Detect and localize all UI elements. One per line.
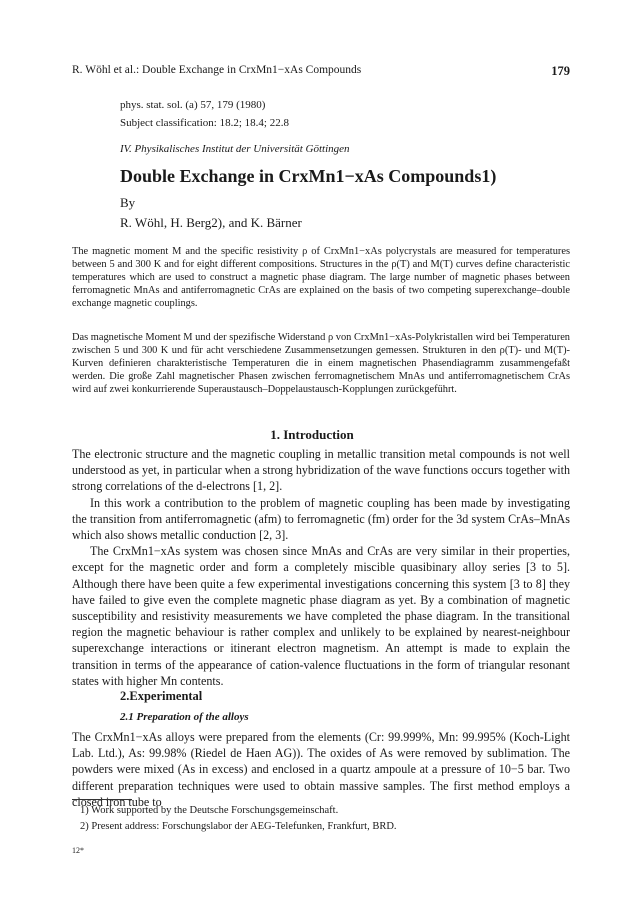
experimental-text xyxy=(72,729,570,810)
intro-paragraph-2: In this work a contribution to the problem of magnetic coupling has been made by investigating the transition from antiferromagnetic (afm) to ferromagnetic (fm) order for the 3d system CrAs–MnAs which also shows metallic conduction [2, 3]. xyxy=(72,495,570,543)
running-head-text: R. Wöhl et al.: Double Exchange in CrxMn1−xAs Compounds xyxy=(72,64,362,76)
section-heading-experimental: 2.Experimental xyxy=(120,689,203,703)
experimental-paragraph-1: The CrxMn1−xAs alloys were prepared from the elements (Cr: 99.999%, Mn: 99.995% (Koch-Light Lab. Ltd.), As: 99.98% (Riedel de Haen AG)). The oxides of As were removed by sublimation. The powders were mixed (As in excess) and enclosed in a quartz ampoule at a pressure of 10−5 bar. Two different preparation techniques were used to obtain massive samples. The first method employs a closed iron tube to xyxy=(72,730,570,809)
subsection-heading-preparation: 2.1 Preparation of the alloys xyxy=(120,711,249,723)
introduction-text xyxy=(72,446,570,689)
intro-paragraph-3: The CrxMn1−xAs system was chosen since MnAs and CrAs are very similar in their properties, except for the magnetic order and form a completely miscible quasibinary alloy series [3 to 5]. Although there have been quite a few experimental investigations concerning this system [3 to 8] they have failed to give even the complete magnetic phase diagram as yet. By a combination of magnetic susceptibility and resistivity measurements we have completed the phase diagram. In the transitional region the magnetic behaviour is rather complex and unlikely to be explained by nearest-neighbour superexchange interactions or itinerant electron magnetism. An attempt is made to explain the transition in terms of the appearance of cation-valence fluctuations in the form of triangular resonant states with higher Mn contents. xyxy=(72,544,570,688)
author-list: R. Wöhl, H. Berg2), and K. Bärner xyxy=(120,215,302,230)
signature-mark: 12* xyxy=(72,846,84,855)
by-line: By xyxy=(120,195,136,210)
abstract-english: The magnetic moment M and the specific resistivity ρ of CrxMn1−xAs polycrystals are measured for temperatures between 5 and 300 K and for eight different compositions. Structures in the ρ(T) and M(T) curves define characteristic temperatures which are used to construct a magnetic phase diagram. The large number of magnetic phases between ferromagnetic MnAs and antiferromagnetic CrAs are explained on the basis of two competing superexchange–double exchange magnetic couplings. xyxy=(72,246,570,309)
footnote-2: 2) Present address: Forschungslabor der AEG-Telefunken, Frankfurt, BRD. xyxy=(80,821,397,832)
running-head xyxy=(72,64,570,76)
footnote-1: 1) Work supported by the Deutsche Forschungsgemeinschaft. xyxy=(80,805,339,816)
page-number: 179 xyxy=(551,64,570,78)
journal-citation: phys. stat. sol. (a) 57, 179 (1980) xyxy=(120,99,266,111)
intro-paragraph-1: The electronic structure and the magnetic coupling in metallic transition metal compounds is not well understood as yet, in particular when a strong hybridization of the wave functions occurs together with strong correlations of the d-electrons [1, 2]. xyxy=(72,447,570,494)
subject-classification: Subject classification: 18.2; 18.4; 22.8 xyxy=(120,117,289,129)
abstract-german: Das magnetische Moment M und der spezifische Widerstand ρ von CrxMn1−xAs-Polykristallen wird bei Temperaturen zwischen 5 und 300 K und für acht verschiedene Zusammensetzungen gemessen. Strukturen in den ρ(T)- und M(T)-Kurven definieren charakteristische Temperaturen die in einem magnetischen Phasendiagramm zusammengefaßt werden. Die große Zahl magnetischer Phasen zwischen ferromagnetischem MnAs und antiferromagnetischem CrAs wird auf zwei konkurrierende Superaustausch–Doppelaustausch-Kopplungen zurückgeführt. xyxy=(72,332,570,395)
paper-title: Double Exchange in CrxMn1−xAs Compounds1) xyxy=(120,166,497,186)
footnote-rule xyxy=(72,799,132,800)
section-heading-introduction: 1. Introduction xyxy=(270,427,354,442)
institute-line: IV. Physikalisches Institut der Universität Göttingen xyxy=(120,143,350,155)
